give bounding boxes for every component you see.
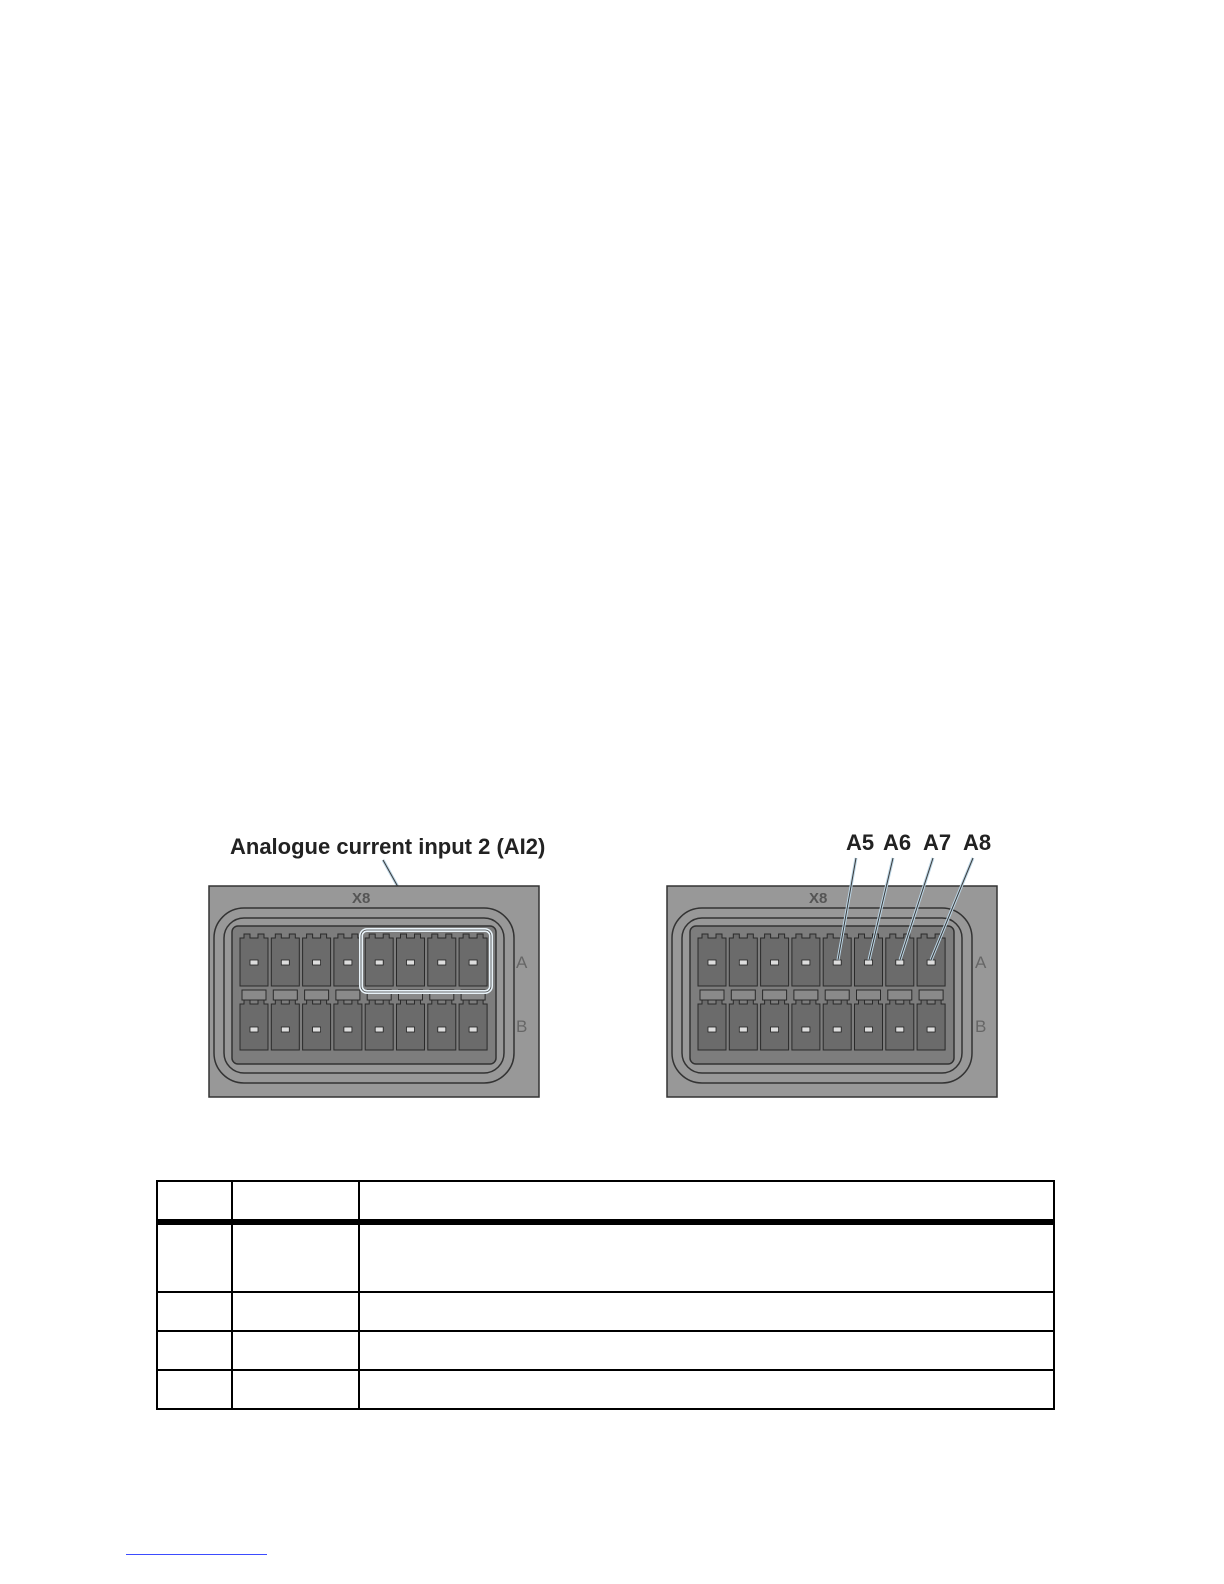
right-terminal-slot xyxy=(896,1027,904,1032)
left-terminal-slot xyxy=(469,1027,477,1032)
right-terminal-b2 xyxy=(729,1000,757,1050)
table-header-row xyxy=(157,1181,1054,1222)
right-terminal-slot xyxy=(739,1027,747,1032)
right-terminal-slot xyxy=(833,960,841,965)
right-separator-bar xyxy=(888,990,912,1000)
right-terminal-b3 xyxy=(761,1000,789,1050)
table-cell xyxy=(232,1292,359,1331)
left-terminal-b8 xyxy=(459,1000,487,1050)
right-terminal-slot xyxy=(865,960,873,965)
table-cell xyxy=(232,1370,359,1409)
table-cell xyxy=(359,1370,1054,1409)
right-terminal-b5 xyxy=(823,1000,851,1050)
right-separator-bar xyxy=(731,990,755,1000)
right-terminal-slot xyxy=(802,1027,810,1032)
left-separator-bar xyxy=(305,990,329,1000)
right-separator-bar xyxy=(700,990,724,1000)
table-header-cell xyxy=(232,1181,359,1222)
right-terminal-slot xyxy=(708,1027,716,1032)
ai2-callout-label: Analogue current input 2 (AI2) xyxy=(230,834,546,859)
left-terminal-b5 xyxy=(365,1000,393,1050)
table-row xyxy=(157,1331,1054,1370)
right-row-a-label: A xyxy=(975,953,987,972)
left-terminal-b3 xyxy=(303,1000,331,1050)
right-terminal-slot xyxy=(896,960,904,965)
right-terminal-b7 xyxy=(886,1000,914,1050)
right-separator-bar xyxy=(919,990,943,1000)
left-x8-label: X8 xyxy=(352,890,371,907)
right-separator-bar xyxy=(857,990,881,1000)
right-terminal-slot xyxy=(802,960,810,965)
table-cell xyxy=(157,1331,232,1370)
left-terminal-b1 xyxy=(240,1000,268,1050)
right-terminal-b8 xyxy=(917,1000,945,1050)
left-connector-panel xyxy=(209,834,545,1097)
left-terminal-b4 xyxy=(334,1000,362,1050)
table-header-cell xyxy=(359,1181,1054,1222)
right-terminal-slot xyxy=(708,960,716,965)
right-terminal-slot xyxy=(771,1027,779,1032)
left-terminal-slot xyxy=(313,1027,321,1032)
left-terminal-slot xyxy=(250,960,258,965)
reference-table xyxy=(156,1180,1055,1410)
table-cell xyxy=(359,1292,1054,1331)
table-cell xyxy=(359,1222,1054,1292)
left-terminal-slot xyxy=(281,960,289,965)
left-row-a-label: A xyxy=(516,953,528,972)
callout-a5: A5 xyxy=(846,830,875,855)
left-terminal-slot xyxy=(375,1027,383,1032)
right-separator-bar xyxy=(794,990,818,1000)
left-separator-bar xyxy=(336,990,360,1000)
table-cell xyxy=(232,1331,359,1370)
right-separator-bar xyxy=(763,990,787,1000)
callout-a7: A7 xyxy=(923,830,952,855)
left-terminal-b6 xyxy=(397,1000,425,1050)
table-cell xyxy=(157,1222,232,1292)
table-header-cell xyxy=(157,1181,232,1222)
callout-a8: A8 xyxy=(963,830,992,855)
left-separator-bar xyxy=(273,990,297,1000)
callout-a6: A6 xyxy=(883,830,912,855)
table-cell xyxy=(157,1292,232,1331)
table-row xyxy=(157,1222,1054,1292)
right-connector-panel xyxy=(667,830,997,1097)
table-cell xyxy=(359,1331,1054,1370)
right-terminal-slot xyxy=(927,1027,935,1032)
right-terminal-slot xyxy=(739,960,747,965)
right-terminal-slot xyxy=(771,960,779,965)
left-terminal-slot xyxy=(438,960,446,965)
left-terminal-slot xyxy=(313,960,321,965)
right-terminal-slot xyxy=(927,960,935,965)
left-terminal-slot xyxy=(281,1027,289,1032)
left-terminal-slot xyxy=(438,1027,446,1032)
left-terminal-slot xyxy=(407,1027,415,1032)
table-row xyxy=(157,1292,1054,1331)
right-row-b-label: B xyxy=(975,1017,987,1036)
right-terminal-slot xyxy=(833,1027,841,1032)
right-terminal-slot xyxy=(865,1027,873,1032)
right-x8-label: X8 xyxy=(809,890,828,907)
left-terminal-slot xyxy=(344,1027,352,1032)
table-cell xyxy=(157,1370,232,1409)
right-separator-bar xyxy=(825,990,849,1000)
right-terminal-b6 xyxy=(855,1000,883,1050)
right-terminal-b4 xyxy=(792,1000,820,1050)
connector-figure xyxy=(0,800,1224,1120)
left-terminal-b7 xyxy=(428,1000,456,1050)
left-separator-bar xyxy=(242,990,266,1000)
footer-link-underline[interactable] xyxy=(126,1554,267,1555)
table-cell xyxy=(232,1222,359,1292)
left-terminal-slot xyxy=(344,960,352,965)
table-row xyxy=(157,1370,1054,1409)
left-terminal-slot xyxy=(375,960,383,965)
right-terminal-b1 xyxy=(698,1000,726,1050)
left-terminal-slot xyxy=(250,1027,258,1032)
left-terminal-slot xyxy=(407,960,415,965)
left-terminal-b2 xyxy=(271,1000,299,1050)
left-row-b-label: B xyxy=(516,1017,528,1036)
left-terminal-slot xyxy=(469,960,477,965)
